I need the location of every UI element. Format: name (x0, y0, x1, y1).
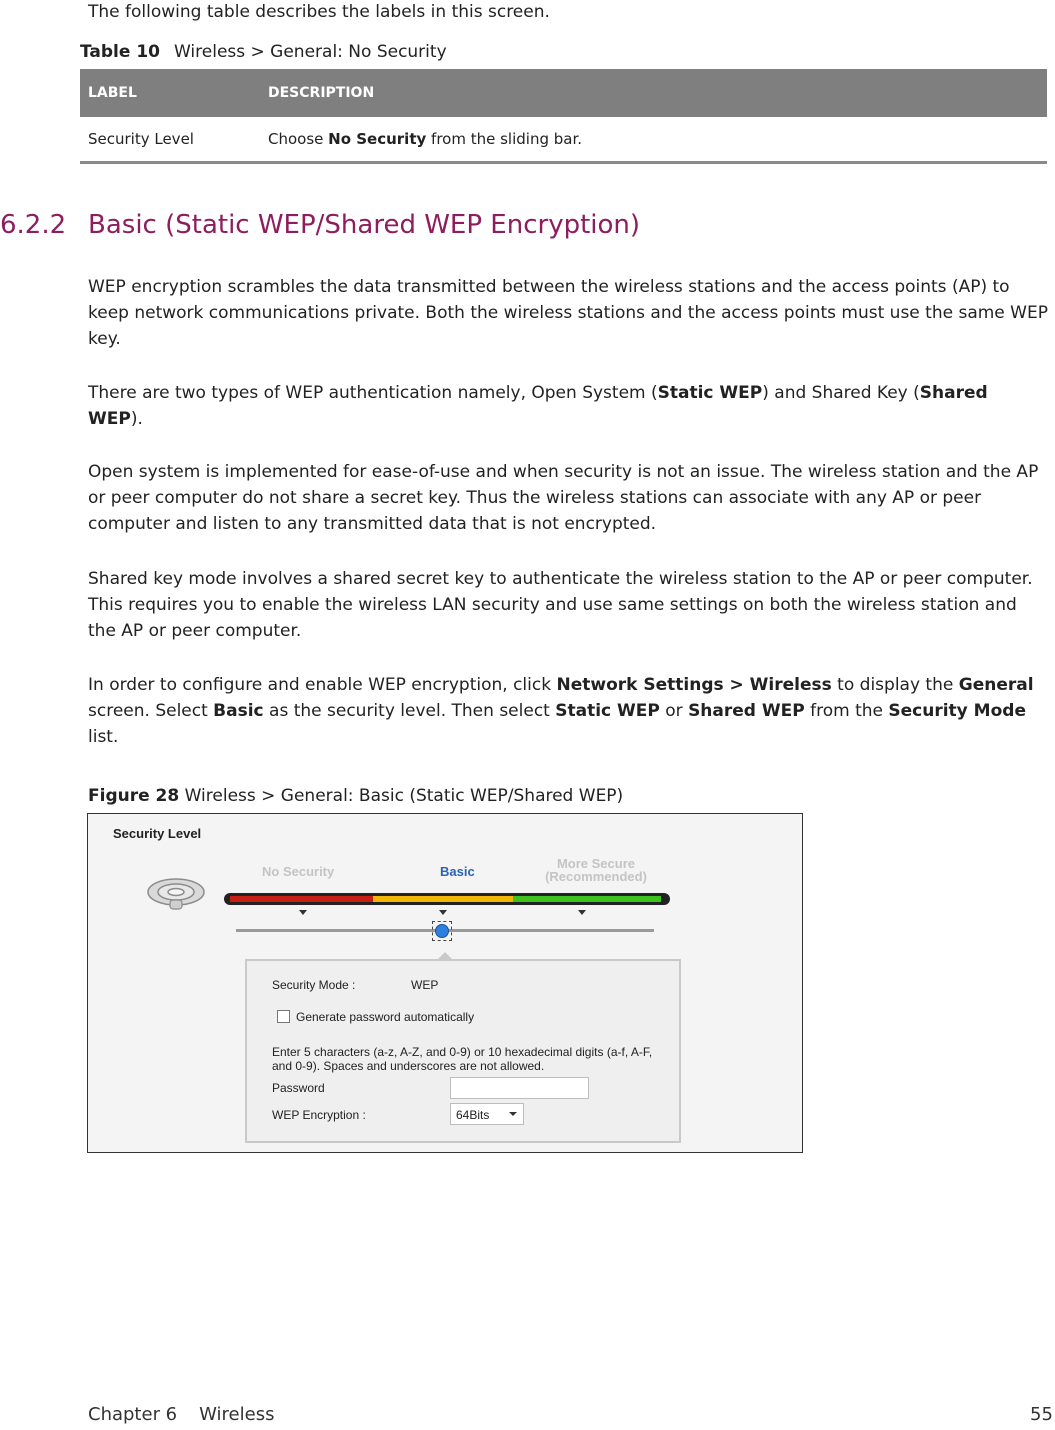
level-more-secure[interactable] (536, 857, 656, 883)
intro-text: The following table describes the labels in this screen. (88, 2, 550, 22)
table-caption-text: Wireless > General: No Security (173, 42, 447, 62)
p2-b: Static WEP (657, 383, 763, 403)
p5-c: to display the (831, 675, 959, 695)
tick-marker-icon (578, 910, 586, 915)
table-caption (80, 42, 447, 62)
security-mode-value[interactable]: WEP (411, 978, 439, 992)
figure-label: Figure 28 (88, 786, 180, 806)
section-number: 6.2.2 (0, 210, 67, 240)
p2-a: There are two types of WEP authentication namely, Open System ( (88, 383, 658, 403)
security-mode-label: Security Mode : (272, 978, 356, 992)
label-table (80, 69, 1047, 164)
p5-d: General (958, 675, 1034, 695)
wep-encryption-value: 64Bits (456, 1108, 490, 1122)
figure-text: Wireless > General: Basic (Static WEP/Shared WEP) (184, 786, 624, 806)
bar-segment-green (513, 896, 661, 902)
generate-password-checkbox[interactable] (277, 1010, 290, 1023)
desc-pre: Choose (268, 130, 329, 148)
table-caption-label: Table 10 (80, 42, 160, 62)
table-cell-label: Security Level (88, 130, 194, 148)
paragraph-3: Open system is implemented for ease-of-use and when security is not an issue. The wireless station and the AP or peer computer do not share a secret key. Thus the wireless stations can associate with any AP or peer computer and listen to any transmitted data that is not encrypted. (88, 462, 1039, 534)
screenshot-security-level (87, 813, 803, 1153)
p2-e: ). (130, 409, 143, 429)
p5-k: from the (804, 701, 889, 721)
page-number: 55 (1030, 1404, 1053, 1425)
p5-i: or (659, 701, 689, 721)
tick-marker-icon (439, 910, 447, 915)
bar-segment-yellow (373, 896, 513, 902)
password-label: Password (272, 1081, 325, 1095)
chevron-down-icon (509, 1112, 517, 1116)
table-header-row (80, 69, 1047, 117)
basic-settings-panel (245, 959, 681, 1143)
level-no-security[interactable]: No Security (262, 864, 335, 879)
footer-chapter (88, 1404, 274, 1425)
bar-segment-red (230, 896, 373, 902)
footer-chapter-title: Wireless (199, 1404, 275, 1425)
p5-e: screen. Select (88, 701, 214, 721)
wep-encryption-select[interactable] (450, 1103, 524, 1125)
p5-m: list. (88, 727, 119, 747)
p2-d: Shared WEP (88, 383, 988, 429)
table-header-description: DESCRIPTION (268, 85, 375, 101)
level-more-secure-line2: (Recommended) (545, 869, 647, 884)
paragraph-1: WEP encryption scrambles the data transmitted between the wireless stations and the access points (AP) to keep network communications private. Both the wireless stations and the access points must use the same WEP key. (88, 277, 1048, 349)
figure-caption (88, 786, 623, 806)
section-title: Basic (Static WEP/Shared WEP Encryption) (88, 210, 641, 240)
wep-encryption-label: WEP Encryption : (272, 1108, 366, 1122)
table-row (80, 117, 1047, 164)
slider-knob[interactable] (432, 921, 452, 941)
p5-f: Basic (213, 701, 264, 721)
footer-chapter-number: Chapter 6 (88, 1404, 178, 1425)
paragraph-5 (88, 672, 1048, 750)
table-cell-description (268, 130, 582, 148)
table-header-label: LABEL (88, 85, 137, 101)
p2-c: ) and Shared Key ( (762, 383, 920, 403)
p5-l: Security Mode (888, 701, 1026, 721)
slider-knob-dot (435, 924, 449, 938)
p5-b: Network Settings > Wireless (556, 675, 832, 695)
p5-a: In order to configure and enable WEP encryption, click (88, 675, 557, 695)
level-basic[interactable]: Basic (440, 864, 475, 879)
password-hint: Enter 5 characters (a-z, A-Z, and 0-9) or 10 hexadecimal digits (a-f, A-F, and 0-9). Spaces and underscores are not allowed. (272, 1045, 653, 1073)
p5-g: as the security level. Then select (263, 701, 556, 721)
desc-post: from the sliding bar. (426, 130, 583, 148)
security-level-heading: Security Level (113, 826, 202, 841)
paragraph-2 (88, 380, 1048, 432)
wifi-icon (146, 876, 208, 914)
p5-j: Shared WEP (688, 701, 805, 721)
paragraph-4: Shared key mode involves a shared secret key to authenticate the wireless station to the AP or peer computer. This requires you to enable the wireless LAN security and use same settings on both the wireless station and the AP or peer computer. (88, 569, 1033, 641)
p5-h: Static WEP (555, 701, 660, 721)
password-input[interactable] (450, 1077, 589, 1099)
desc-bold: No Security (328, 130, 427, 148)
security-color-bar (224, 893, 670, 905)
generate-password-label: Generate password automatically (296, 1010, 475, 1024)
level-more-secure-line1: More Secure (556, 856, 636, 871)
tick-marker-icon (299, 910, 307, 915)
